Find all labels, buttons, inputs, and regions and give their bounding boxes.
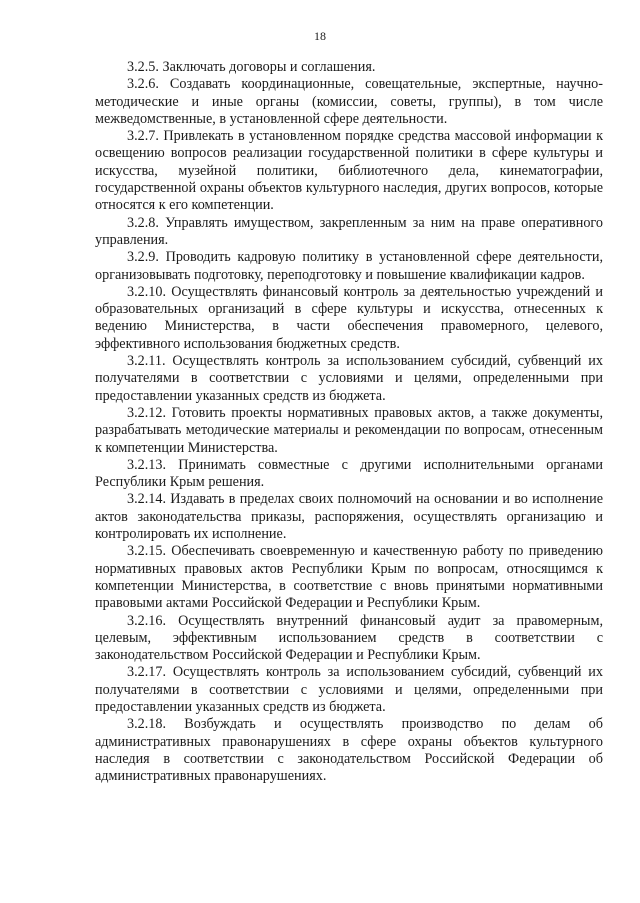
paragraph-3-2-9: 3.2.9. Проводить кадровую политику в установленной сфере деятельности, организовывать подготовку, переподготовку и повышение квалификации кадров. <box>95 249 603 283</box>
paragraph-3-2-14: 3.2.14. Издавать в пределах своих полномочий на основании и во исполнение актов законодательства приказы, распоряжения, осуществлять организацию и контролировать их исполнение. <box>95 491 603 543</box>
paragraph-3-2-7: 3.2.7. Привлекать в установленном порядке средства массовой информации к освещению вопросов реализации государственной политики в сфере культуры и искусства, музейной политики, библиотечного дела, кинематографии, государственной охраны объектов культурного наследия, других вопросов, которые относятся к его компетенции. <box>95 128 603 214</box>
document-body <box>95 59 603 785</box>
paragraph-3-2-17: 3.2.17. Осуществлять контроль за использованием субсидий, субвенций их получателями в соответствии с условиями и целями, определенными при предоставлении указанных средств из бюджета. <box>95 664 603 715</box>
paragraph-3-2-18: 3.2.18. Возбуждать и осуществлять производство по делам об административных правонарушениях в сфере охраны объектов культурного наследия в соответствии с законодательством Российской Федерации об административных правонарушениях. <box>95 716 603 785</box>
page-number: 18 <box>314 29 326 43</box>
paragraph-3-2-6: 3.2.6. Создавать координационные, совещательные, экспертные, научно-методические и иные органы (комиссии, советы, группы), в том числе межведомственные, в установленной сфере деятельности. <box>95 76 603 127</box>
paragraph-3-2-16: 3.2.16. Осуществлять внутренний финансовый аудит за правомерным, целевым, эффективным использованием средств в соответствии с законодательством Российской Федерации и Республики Крым. <box>95 612 603 664</box>
paragraph-3-2-10: 3.2.10. Осуществлять финансовый контроль за деятельностью учреждений и образовательных организаций в сфере культуры и искусства, отнесенных к ведению Министерства, в части обеспечения правомерного, целевого, эффективного использования бюджетных средств. <box>95 283 603 352</box>
paragraph-3-2-8: 3.2.8. Управлять имуществом, закрепленным за ним на праве оперативного управления. <box>95 214 603 248</box>
paragraph-3-2-13: 3.2.13. Принимать совместные с другими исполнительными органами Республики Крым решения. <box>95 456 603 491</box>
paragraph-3-2-15: 3.2.15. Обеспечивать своевременную и качественную работу по приведению нормативных правовых актов Республики Крым по вопросам, относящимся к компетенции Министерства, в соответствие с вновь принятыми нормативными правовыми актами Российской Федерации и Республики Крым. <box>95 543 603 612</box>
paragraph-3-2-5: 3.2.5. Заключать договоры и соглашения. <box>127 59 376 75</box>
paragraph-3-2-11: 3.2.11. Осуществлять контроль за использованием субсидий, субвенций их получателями в соответствии с условиями и целями, определенными при предоставлении указанных средств из бюджета. <box>95 353 603 404</box>
paragraph-3-2-12: 3.2.12. Готовить проекты нормативных правовых актов, а также документы, разрабатывать методические материалы и рекомендации по вопросам, отнесенным к компетенции Министерства. <box>95 404 603 456</box>
